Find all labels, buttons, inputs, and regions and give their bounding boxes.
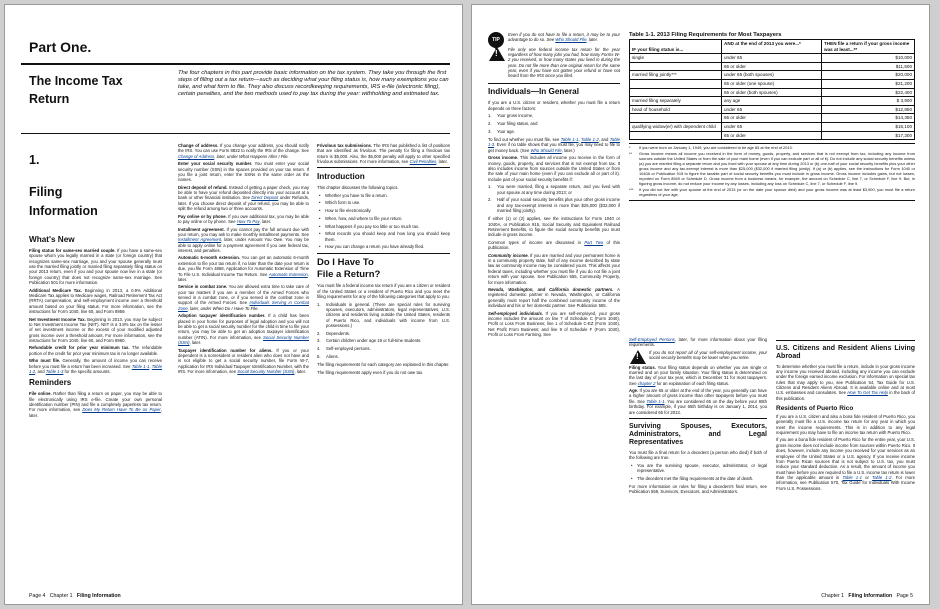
do-i-have-to-file-heading: Do I Have To File a Return? — [317, 257, 381, 280]
table-cell — [630, 88, 722, 97]
table-cell: $20,000 — [822, 71, 915, 80]
reminders-heading: Reminders — [29, 378, 72, 388]
table-cell — [630, 114, 722, 123]
puerto-rico-heading: Residents of Puerto Rico — [776, 404, 854, 412]
right-column-b: Self-Employed Persons, later, for more information about your filing requirements. ! If you do not report all of your self-employment income, your social security benefits may be lower when you retire. Filing status. Your filing status depends on whether you are single or married and on your family situation. Your filing status is determined on the last day of your tax year, which is December 31 for most taxpayers. See chapter 2 for an explanation of each filing status. Age. If you are 65 or older at the end of the year, you generally can have a higher amount of gross income than other taxpayers before you must file. See Table 1-1. You are considered 65 on the day before your 65th birthday. For example, if your 65th birthday is on January 1, 2014, you are considered 65 for 2013. Surviving Spouses, Executors, Administrators, and Legal Representatives You must file a final return for a decedent (a person who died) if both of the following are true. • You are the surviving spouse, executor, administrator, or legal representative. • The decedent met the filing requirements at the date of death. For more information on rules for filing a decedent's final return, see Publication 559, Survivors, Executors, and Administrators. — [629, 337, 767, 497]
gross-income-list — [488, 184, 620, 213]
left-column-3: Frivolous tax submissions. The IRS has published a list of positions that are identified as frivolous. The penalty for filing a frivolous tax return is $5,000. Also, the $5,000 penalty will apply to other specified frivolous submissions. For more information, see Civil Penalties, later. Introduction This chapter discusses the following topics. • Whether you have to file a return. • Which form to use. • How to file electronically. • When, how, and where to file your return. • What happens if you pay too little or too much tax. • What records you should keep and how long you should keep them. • How you can change a return you have already filed. Do I Have To File a Return? You must file a federal income tax return if you are a citizen or resident of the United States or a resident of Puerto Rico and you meet the filing requirements for any of the following categories that apply to you. 1. Individuals in general. (There are special rules for surviving spouses, executors, administrators, legal representatives, U.S. citizens and residents living outside the United States, residents of Puerto Rico, and individuals with income from U.S. possessions.) 2. Dependents. 3. Certain children under age 19 or full-time students. 4. Self-employed persons. 5. Aliens. The filing requirements for each category are explained in this chapter. The filing requirements apply even if you do not owe tax. — [317, 143, 450, 377]
table-row — [630, 71, 915, 80]
table-row — [630, 131, 915, 140]
list-item: • Which form to use. — [325, 200, 450, 205]
table-row — [630, 122, 915, 131]
link-how-to-pay[interactable]: How To Pay — [236, 219, 260, 225]
table-cell: head of household — [630, 105, 722, 114]
left-column-1 — [29, 231, 162, 420]
list-item: • What happens if you pay too little or too much tax. — [325, 224, 450, 229]
link-table-1-1[interactable]: Table 1-1 — [131, 363, 150, 369]
table-cell — [630, 79, 722, 88]
link-table-1-2[interactable]: Table 1-2 — [871, 474, 892, 480]
link-table-1-1[interactable]: Table 1-1 — [842, 474, 862, 480]
table-row — [630, 79, 915, 88]
table-cell: 65 or older (both spouses) — [722, 88, 822, 97]
list-item: 1. You were married, filing a separate return, and you lived with your spouse at any time during 2013; or — [488, 184, 620, 195]
link-combat-zone[interactable]: Individuals Serving in Combat Zone — [178, 300, 309, 311]
link-table-1-1[interactable]: Table 1-1 — [646, 398, 665, 404]
link-table-1-3[interactable]: Table 1-3 — [45, 368, 64, 374]
list-item: 1. Your gross income, — [488, 113, 534, 119]
footnote: ** Gross income means all income you received in the form of money, goods, property, and services that is not exempt from tax, including any income from sources outside the United States or from the sale of your main home (even if you can exclude part or all of it). Do not include any social security benefits unless (a) you are married filing a separate return and you lived with your spouse at any time during 2013 or (b) one-half of your social security benefits plus your other gross income and any tax-exempt interest is more than $25,000 ($32,000 if married filing jointly). If (a) or (b) applies, see the instructions for Form 1040 or 1040A or Publication 915 to figure the taxable part of social security benefits you must include in gross income. Gross income includes gains, but not losses, reported on Form 8949 or Schedule D. Gross income from a business means, for example, the amount on Schedule C, line 7, or Schedule F, line 9. But, in figuring gross income, do not reduce your income by any losses, including any loss on Schedule C, line 7, or Schedule F, line 9. — [629, 151, 915, 186]
divider — [488, 83, 620, 84]
link-table-1-1[interactable]: Table 1-1 — [560, 137, 579, 143]
link-change-of-address[interactable]: Change of Address — [178, 153, 215, 159]
link-paper-return[interactable]: Does My Return Have To Be on Paper — [82, 407, 161, 413]
intro-rule — [21, 133, 450, 134]
table-cell: married filing jointly*** — [630, 71, 722, 80]
table-row — [630, 97, 915, 106]
introduction-heading: Introduction — [317, 172, 365, 182]
table-cell: 65 or older — [722, 114, 822, 123]
topics-list — [317, 193, 450, 250]
table-cell: married filing separately — [630, 97, 722, 106]
link-ssn[interactable]: Social Security Number (SSN) — [178, 334, 309, 345]
link-table-1-2[interactable]: Table 1-2 — [581, 137, 599, 143]
us-citizens-abroad-heading: U.S. Citizens and Resident Aliens Living Abroad — [776, 344, 915, 361]
table-cell: 65 or older — [722, 62, 822, 71]
list-item: 3. Certain children under age 19 or full-time students. — [317, 338, 422, 344]
list-item: 2. Your filing status, and — [488, 121, 538, 127]
table-cell: $12,850 — [822, 105, 915, 114]
list-item: • The decedent met the filing requirements at the date of death. — [637, 476, 767, 481]
list-item: • How you can change a return you have already filed. — [325, 244, 450, 249]
link-table-1-2[interactable]: Table 1-2 — [29, 363, 162, 374]
right-column-c: U.S. Citizens and Resident Aliens Living Abroad To determine whether you must file a return, include in your gross income any income you received abroad, including any income you can exclude under the foreign earned income exclusion. For information on special tax rules that may apply to you, see Publication 54, Tax Guide for U.S. Citizens and Resident Aliens Abroad. It is available online and at most U.S. embassies and consulates. See How To Get Tax Help in the back of this publication. Residents of Puerto Rico If you are a U.S. citizen and also a bona fide resident of Puerto Rico, you generally must file a U.S. income tax return for any year in which you meet the income requirements. This is in addition to any legal requirement you may have to file an income tax return with Puerto Rico. If you are a bona fide resident of Puerto Rico for the entire year, your U.S. gross income does not include income from sources within Puerto Rico. It does, however, include any income you received for your services as an employee of the United States or a U.S. agency. If you receive income from Puerto Rican sources that is not subject to U.S. tax, you must reduce your standard deduction. As a result, the amount of income you must have before you are required to file a U.S. income tax return is lower than the applicable amount in Table 1-1 or Table 1-2. For more information, see Publication 570, Tax Guide for Individuals With Income From U.S. Possessions. — [776, 344, 915, 491]
caution-icon: ! — [630, 350, 646, 364]
link-how-to-get-tax-help[interactable]: How To Get Tax Help — [847, 390, 888, 396]
table-row — [630, 62, 915, 71]
table-cell: $ 3,900 — [822, 97, 915, 106]
list-item: 3. Your age. — [488, 128, 516, 134]
table-cell: $22,400 — [822, 88, 915, 97]
list-item: 2. Dependents. — [317, 330, 351, 336]
chapter-title: Filing Information — [29, 185, 98, 218]
list-item: • Whether you have to file a return. — [325, 193, 450, 198]
whats-new-heading: What's New — [29, 235, 75, 244]
surviving-spouses-heading: Surviving Spouses, Executors, Administrators, and Legal Representatives — [629, 422, 767, 447]
divider — [629, 418, 767, 419]
link-who-should-file[interactable]: Who Should File — [555, 37, 587, 43]
list-item: • You are the surviving spouse, executor, administrator, or legal representative. — [637, 463, 767, 474]
filing-requirements-table — [629, 39, 915, 140]
list-item: • What records you should keep and how long you should keep them. — [325, 231, 450, 242]
table-cell: $21,200 — [822, 79, 915, 88]
link-chapter-2[interactable]: chapter 2 — [637, 380, 656, 386]
divider — [317, 167, 450, 168]
page-4 — [4, 4, 463, 605]
list-item: • How to file electronically. — [325, 208, 450, 213]
part-label: Part One. — [29, 39, 92, 55]
table-cell: $16,100 — [822, 122, 915, 131]
list-item: 1. Individuals in general. (There are special rules for surviving spouses, executors, administrators, legal representatives, U.S. citizens and residents living outside the United States, residents of Puerto Rico, and individuals with income from U.S. possessions.) — [317, 301, 450, 328]
tip-icon: TIP — [488, 32, 504, 48]
link-part-two[interactable]: Part Two — [584, 239, 604, 245]
table-cell: 65 or older (one spouse) — [722, 79, 822, 88]
list-item: • When, how, and where to file your return. — [325, 216, 450, 221]
individuals-heading: Individuals—In General — [488, 87, 579, 97]
paragraph: File online. Rather than filing a return on paper, you may be able to file electronically using IRS e-file. Create your own personal identification number (PIN) and file a completely paperless tax return. For more information, see Does My Return Have To Be on Paper, later. — [29, 391, 162, 418]
link-ssn-2[interactable]: Social Security Number (SSN) — [237, 368, 295, 374]
list-item: 2. Half of your social security benefits plus your other gross income and any tax-exempt interest is more than $25,000 ($32,000 if married filing jointly). — [488, 197, 620, 214]
paragraph: Filing status for same-sex married couple. If you have a same-sex spouse whom you legally married in a state (or foreign country) that recognizes same-sex marriage, you and your spouse generally must use the married filing jointly or married filing separately filing status on your 2013 return, even if you and your spouse now live in a state (or foreign country) that does not recognize same-sex marriage. See Publication 501 for more information. — [29, 248, 163, 286]
table-row — [630, 105, 915, 114]
factors-list — [488, 113, 620, 134]
part-title: The Income Tax Return — [29, 74, 123, 106]
footer-left: Page 4 Chapter 1 Filing Information — [29, 593, 121, 599]
link-self-employed[interactable]: Self-Employed Persons — [629, 337, 675, 342]
column-header: IF your filing status is... — [630, 40, 722, 54]
table-cell — [630, 62, 722, 71]
categories-list — [317, 302, 450, 360]
table-cell: under 65 — [722, 54, 822, 63]
footnote: *** If you did not live with your spouse at the end of 2013 (or on the date your spouse died) and your gross income was at least $3,900, you must file a return regardless of your age. — [629, 187, 915, 198]
table-row — [630, 114, 915, 123]
table-cell: single — [630, 54, 722, 63]
table-cell: under 65 — [722, 105, 822, 114]
paragraph: Refundable credit for prior year minimum tax. The refundable portion of the credit for prior year minimum tax is no longer available. — [29, 345, 162, 356]
part-rule — [21, 63, 450, 65]
table-1-1 — [629, 32, 915, 201]
caution-icon: ! — [489, 47, 505, 61]
table-cell: $10,000 — [822, 54, 915, 63]
table-cell — [630, 131, 722, 140]
part-intro: The four chapters in this part provide basic information on the tax system. They take you through the first steps of filling out a tax return—such as deciding what your filing status is, how many exemptions you can take, and what form to file. They also discuss recordkeeping requirements, IRS e-file (electronic filing), certain penalties, and the two methods used to pay tax during the year: withholding and estimated tax. — [178, 70, 449, 98]
table-row — [630, 88, 915, 97]
table-cell: $17,300 — [822, 131, 915, 140]
page-5 — [471, 4, 930, 605]
table-row — [630, 54, 915, 63]
footnote: * If you were born on January 1, 1949, you are considered to be age 65 at the end of 2013. — [629, 144, 793, 150]
link-civil-penalties[interactable]: Civil Penalties — [409, 159, 437, 165]
list-item: 5. Aliens. — [317, 353, 339, 359]
table-cell: 65 or older — [722, 131, 822, 140]
link-who-should-file[interactable]: Who Should File — [530, 147, 562, 153]
table-cell: $11,500 — [822, 62, 915, 71]
table-title: Table 1-1. 2013 Filing Requirements for Most Taxpayers — [629, 32, 782, 38]
column-header: THEN file a return if your gross income was at least...** — [822, 40, 915, 54]
chapter-number: 1. — [29, 153, 40, 167]
table-cell: any age — [722, 97, 822, 106]
link-automatic-extension[interactable]: Automatic Extension — [268, 271, 308, 277]
link-table-1-3[interactable]: Table 1-3 — [488, 137, 620, 148]
table-cell: qualifying widow(er) with dependent child — [630, 122, 722, 131]
footer-right: Chapter 1 Filing Information Page 5 — [821, 593, 913, 599]
link-direct-deposit[interactable]: Direct Deposit — [251, 195, 279, 201]
paragraph: Additional Medicare Tax. Beginning in 2013, a 0.9% Additional Medicare Tax applies to Medicare wages, Railroad Retirement Tax Act (RRTA) compensation, and self-employment income over a threshold amount based on your filing status. For more information, see the instructions for Form 1040, line 60, and Form 8959. — [29, 287, 162, 314]
paragraph: Net Investment Income Tax. Beginning in 2013, you may be subject to Net Investment Income Tax (NIIT). NIIT is a 3.8% tax on the lesser of net investment income or the excess of your modified adjusted gross income over a threshold amount. For more information, see the instructions for Form 1040, line 60, and Form 8960. — [29, 316, 162, 343]
paragraph: Who must file. Generally, the amount of income you can receive before you must file a return has been increased. See Table 1-1, Table 1-2, and Table 1-3 for the specific amounts. — [29, 358, 162, 374]
right-column-a: TIP Even if you do not have to file a return, it may be to your advantage to do so. See Who Should File, later. ! File only one federal income tax return for the year regardless of how many jobs you had, how many Forms W-2 you received, or how many states you lived in during the year. Do not file more than one original return for the same year, even if you have not gotten your refund or have not heard from the IRS since you filed. Individuals—In General If you are a U.S. citizen or resident, whether you must file a return depends on three factors: 1. Your gross income, 2. Your filing status, and 3. Your age. To find out whether you must file, see Table 1-1, Table 1-2, and Table 1-3. Even if no table shows that you must file, you may need to file to get money back. (See Who Should File, later.) Gross income. This includes all income you receive in the form of money, goods, property, and services that is not exempt from tax. It also includes income from sources outside the United States or from the sale of your main home (even if you can exclude all or part of it). Include part of your social security benefits if: 1. You were married, filing a separate return, and you lived with your spouse at any time during 2013; or 2. Half of your social security benefits plus your other gross income and any tax-exempt interest is more than $25,000 ($32,000 if married filing jointly). If either (1) or (2) applies, see the instructions for Form 1040 or 1040A, or Publication 915, Social Security and Equivalent Railroad Retirement Benefits, to figure the social security benefits you must include in gross income. Common types of income are discussed in Part Two of this publication. Community income. If you are married and your permanent home is in a community property state, half of any income described by state law as community income may be considered yours. This affects your federal taxes, including whether you must file if you do not file a joint return with your spouse. See Publication 555, Community Property, for more information. Nevada, Washington, and California domestic partners. A registered domestic partner in Nevada, Washington, or California generally must report half the combined community income of the individual and his or her domestic partner. See Publication 555. Self-employed individuals. If you are self-employed, your gross income includes the amount on line 7 of Schedule C (Form 1040), Profit or Loss From Business; line 1 of Schedule C-EZ (Form 1040), Net Profit From Business; and line 9 of Schedule F (Form 1040), Profit or Loss From Farming. See — [488, 32, 621, 337]
table-cell: under 65 — [722, 122, 822, 131]
surviving-spouses-list — [629, 463, 767, 481]
caution-note: ! File only one federal income tax return for the year regardless of how many jobs you had, how many Forms W-2 you received, or how many states you lived in during the year. Do not file more than one original return for the same year, even if you have not gotten your refund or have not heard from the IRS since you filed. — [488, 47, 620, 79]
tip-note: TIP Even if you do not have to file a return, it may be to your advantage to do so. See Who Should File, later. — [488, 32, 620, 43]
left-column-2: Change of address. If you change your address, you should notify the IRS. You can use Form 8822 to notify the IRS of the change. See Change of Address, later, under What Happens After I File. Enter your social security number. You must enter your social security number (SSN) in the spaces provided on your tax return. If you file a joint return, enter the SSNs in the same order as the names. Direct deposit of refund. Instead of getting a paper check, you may be able to have your refund deposited directly into your account at a bank or other financial institution. See Direct Deposit under Refunds, later. If you choose direct deposit of your refund, you may be able to split the refund among two or three accounts. Pay online or by phone. If you owe additional tax, you may be able to pay online or by phone. See How To Pay, later. Installment agreement. If you cannot pay the full amount due with your return, you may ask to make monthly installment payments. See Installment Agreement, later, under Amount You Owe. You may be able to apply online for a payment agreement if you owe federal tax, interest, and penalties. Automatic 6-month extension. You can get an automatic 6-month extension to file your tax return if, no later than the date your return is due, you file Form 4868, Application for Automatic Extension of Time To File U.S. Individual Income Tax Return. See Automatic Extension, later. Service in combat zone. You are allowed extra time to take care of your tax matters if you are a member of the Armed Forces who served in a combat zone, or if you served in the combat zone in support of the Armed Forces. See Individuals Serving in Combat Zone, later, under When Do I Have To File. Adoption taxpayer identification number. If a child has been placed in your home for purposes of legal adoption and you will not be able to get a social security number for the child in time to file your return, you may be able to get an adoption taxpayer identification number (ATIN). For more information, see Social Security Number (SSN), later. Taxpayer identification number for aliens. If you or your dependent is a nonresident or resident alien who does not have and is not eligible to get a social security number, file Form W-7, Application for IRS Individual Taxpayer Identification Number, with the IRS. For more information, see Social Security Number (SSN), later. — [178, 143, 310, 374]
column-header: AND at the end of 2013 you were...* — [722, 40, 822, 54]
caution-note: ! If you do not report all of your self-employment income, your social security benefits may be lower when you retire. — [629, 350, 767, 361]
table-cell: $14,350 — [822, 114, 915, 123]
table-cell: under 65 (both spouses) — [722, 71, 822, 80]
divider — [317, 253, 450, 254]
list-item: 4. Self-employed persons. — [317, 346, 371, 352]
link-installment-agreement[interactable]: Installment Agreement — [178, 237, 222, 243]
divider — [776, 340, 915, 341]
